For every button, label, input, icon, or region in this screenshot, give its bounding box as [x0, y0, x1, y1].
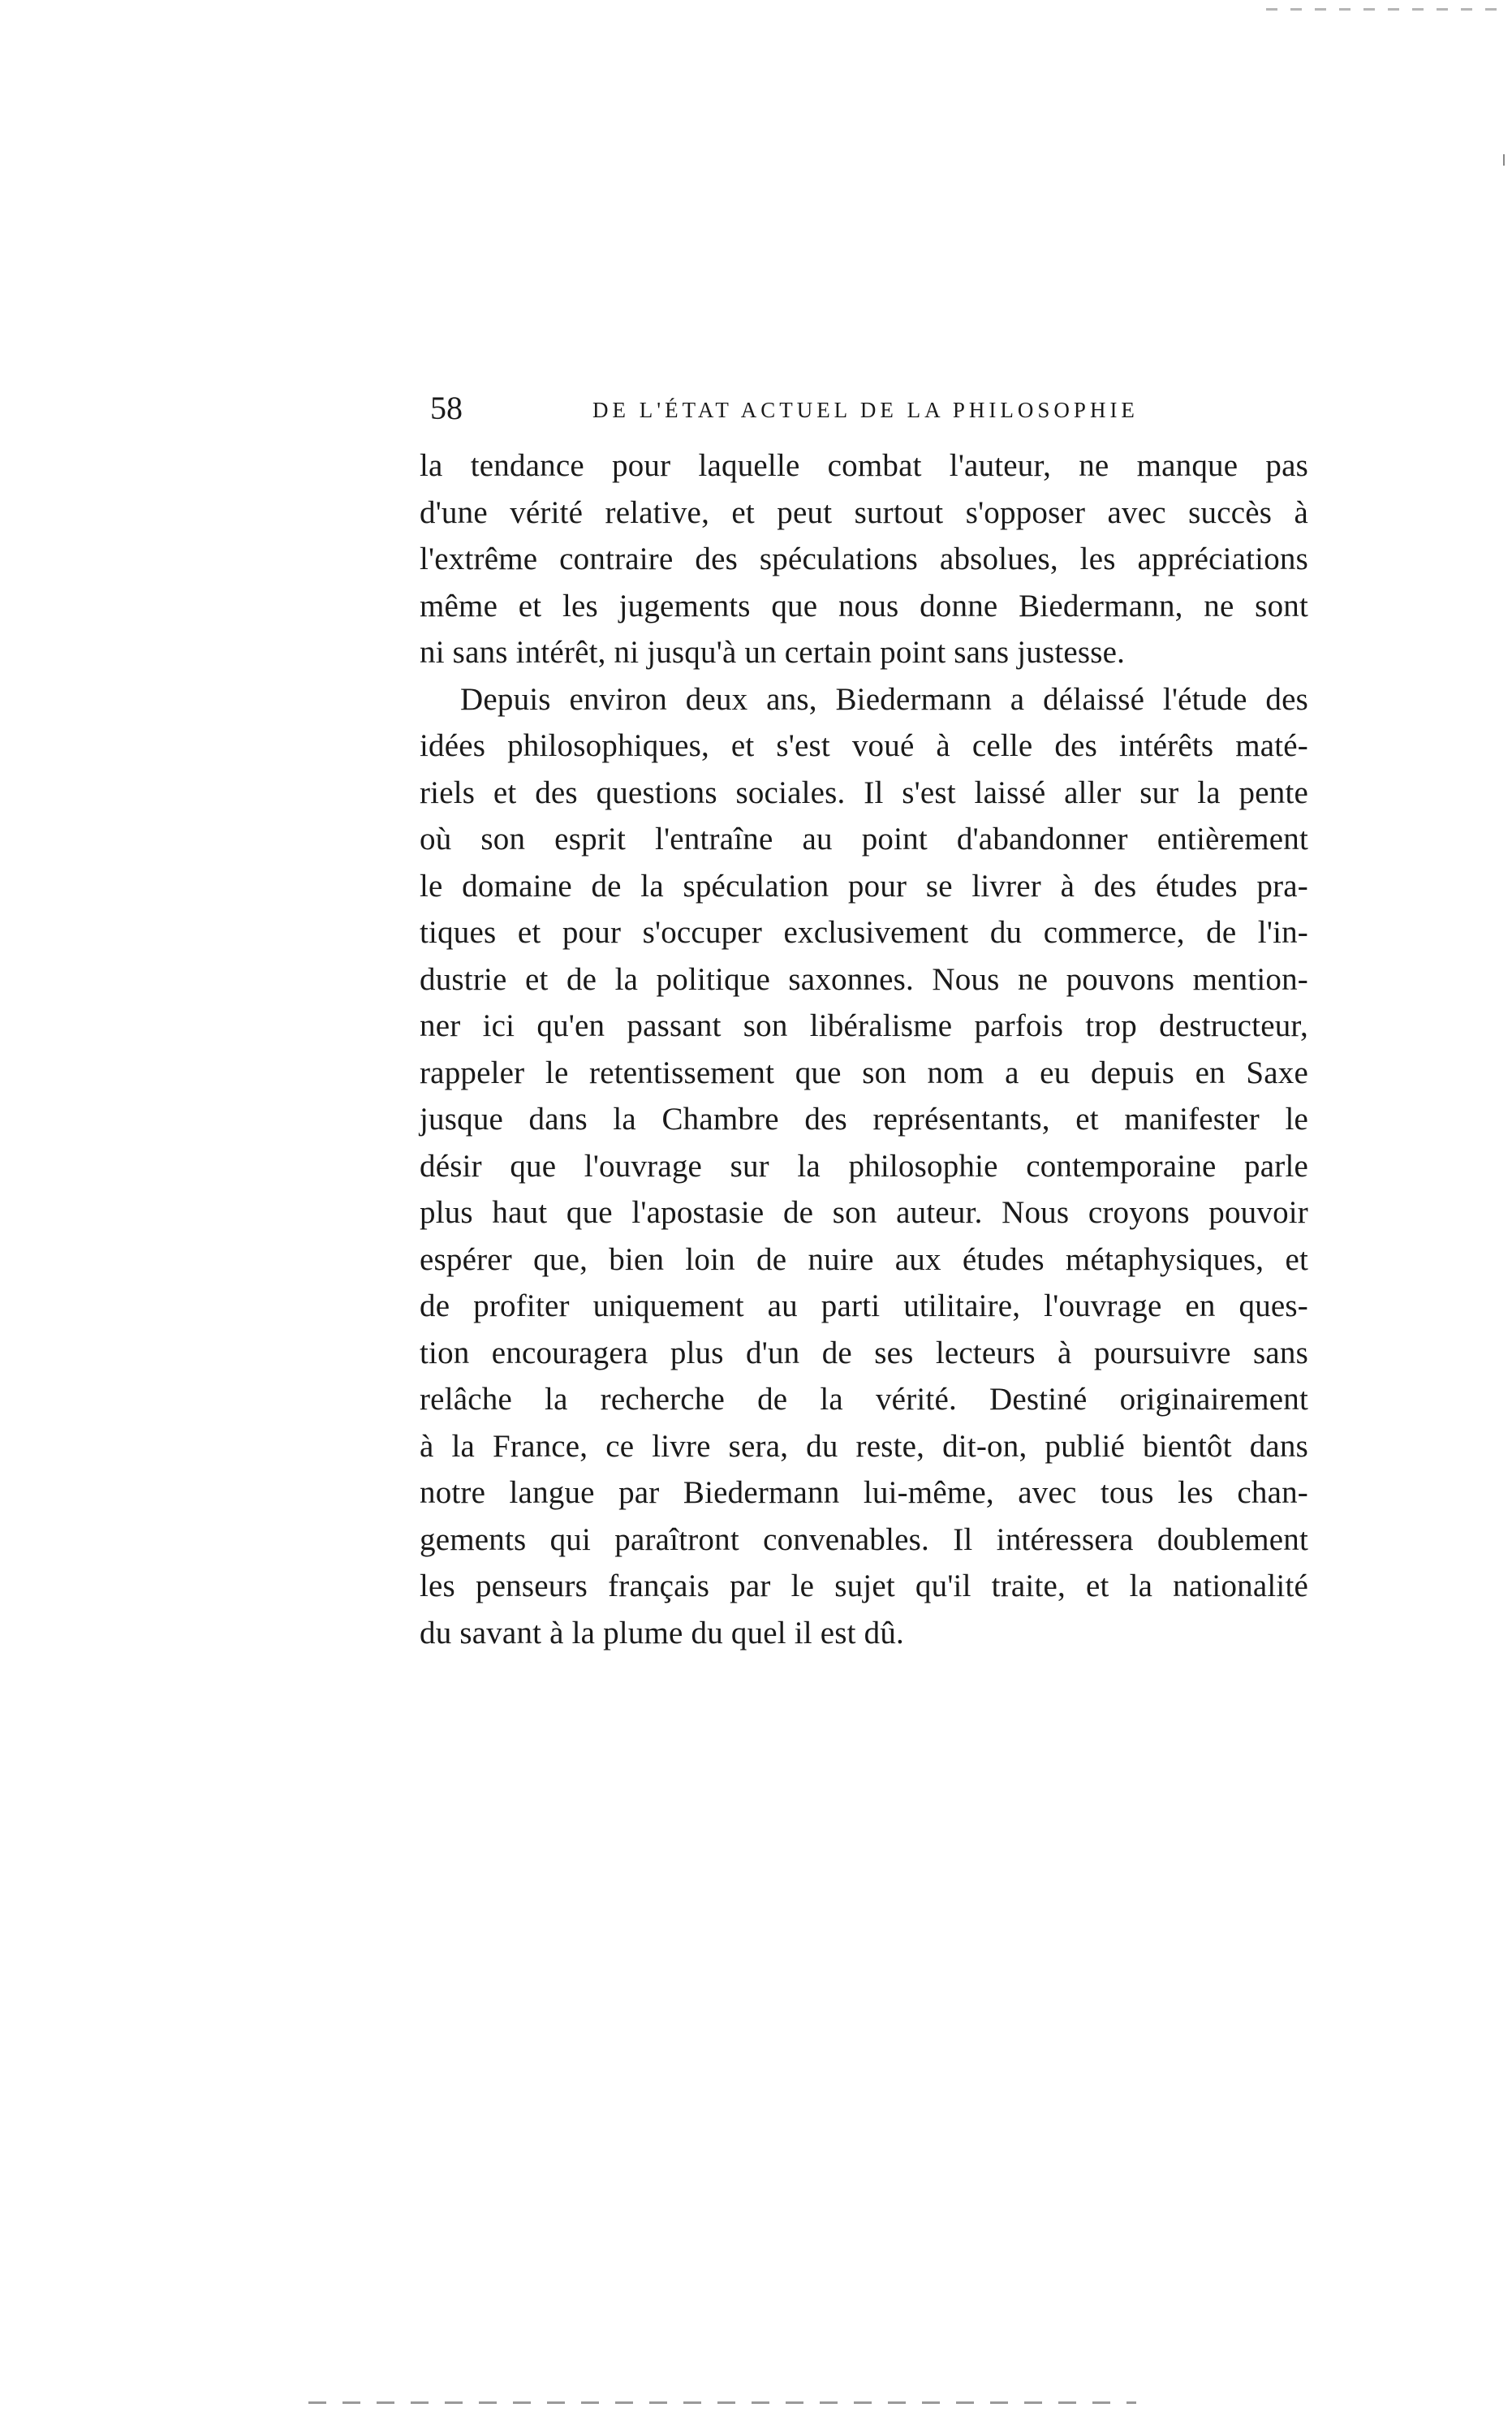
text-line: plus haut que l'apostasie de son auteur. Nous croyons pouvoir [420, 1195, 1308, 1230]
body-text [420, 442, 1308, 1656]
text-line: Depuis environ deux ans, Biedermann a délaissé l'étude des [460, 681, 1308, 717]
scan-artifact-bottom [308, 2401, 1136, 2404]
text-line: espérer que, bien loin de nuire aux études métaphysiques, et [420, 1241, 1308, 1277]
text-line: notre langue par Biedermann lui-même, avec tous les chan- [420, 1475, 1308, 1510]
text-line: où son esprit l'entraîne au point d'abandonner entièrement [420, 822, 1308, 857]
text-line: riels et des questions sociales. Il s'est laissé aller sur la pente [420, 775, 1308, 810]
text-line: les penseurs français par le sujet qu'il traite, et la nationalité [420, 1568, 1308, 1603]
text-line: le domaine de la spéculation pour se livrer à des études pra- [420, 868, 1308, 904]
text-line: tiques et pour s'occuper exclusivement du commerce, de l'in- [420, 915, 1308, 950]
text-line: la tendance pour laquelle combat l'auteur, ne manque pas [420, 448, 1308, 483]
text-line: rappeler le retentissement que son nom a eu depuis en Saxe [420, 1055, 1308, 1090]
running-head [430, 388, 1185, 429]
text-line: tion encouragera plus d'un de ses lecteurs à poursuivre sans [420, 1335, 1308, 1370]
text-line: à la France, ce livre sera, du reste, dit-on, publié bientôt dans [420, 1428, 1308, 1464]
running-title: DE L'ÉTAT ACTUEL DE LA PHILOSOPHIE [592, 398, 1139, 422]
text-line: de profiter uniquement au parti utilitaire, l'ouvrage en ques- [420, 1288, 1308, 1323]
text-line: d'une vérité relative, et peut surtout s'opposer avec succès à [420, 494, 1308, 530]
text-line: dustrie et de la politique saxonnes. Nous ne pouvons mention- [420, 961, 1308, 997]
text-line: relâche la recherche de la vérité. Destiné originairement [420, 1382, 1308, 1417]
text-line: du savant à la plume du quel il est dû. [420, 1615, 905, 1650]
text-line: ni sans intérêt, ni jusqu'à un certain point sans justesse. [420, 635, 1126, 670]
text-line: idées philosophiques, et s'est voué à celle des intérêts maté- [420, 728, 1308, 763]
text-line: désir que l'ouvrage sur la philosophie contemporaine parle [420, 1148, 1308, 1184]
text-line: même et les jugements que nous donne Biedermann, ne sont [420, 588, 1308, 624]
scan-artifact-top [1266, 8, 1510, 11]
text-line: gements qui paraîtront convenables. Il intéressera doublement [420, 1521, 1308, 1557]
page-number: 58 [430, 390, 463, 426]
text-line: l'extrême contraire des spéculations absolues, les appréciations [420, 542, 1308, 576]
text-line: jusque dans la Chambre des représentants, et manifester le [420, 1102, 1308, 1137]
scan-mark-right [1503, 154, 1505, 166]
text-line: ner ici qu'en passant son libéralisme parfois trop destructeur, [420, 1008, 1308, 1043]
